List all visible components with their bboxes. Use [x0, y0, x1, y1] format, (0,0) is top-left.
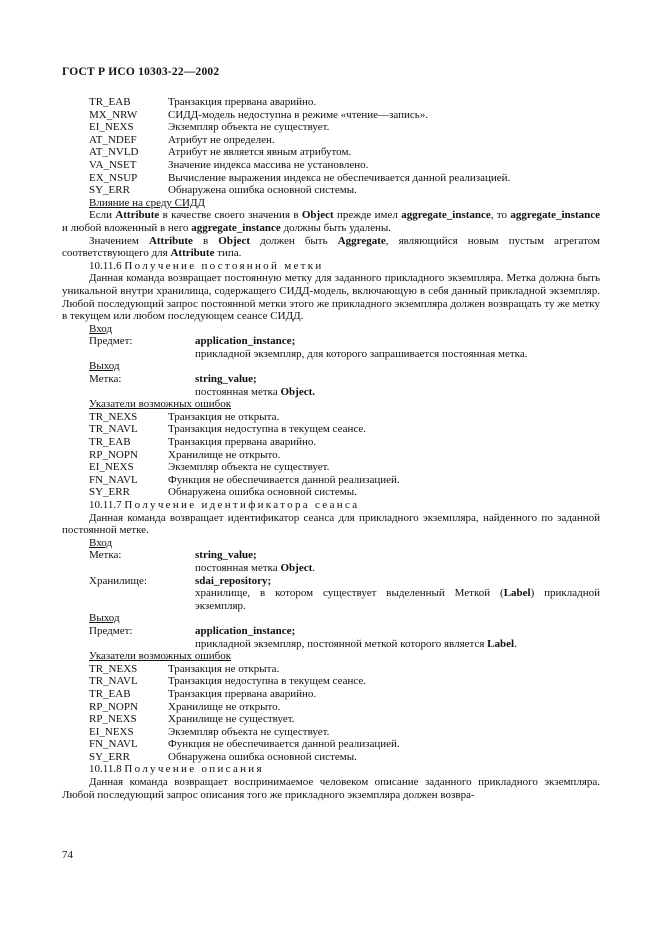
error-row — [62, 701, 600, 714]
error-row — [62, 713, 600, 726]
error-row — [62, 675, 600, 688]
error-code: RP_NOPN — [89, 700, 138, 713]
error-code: RP_NOPN — [89, 448, 138, 461]
section-body: Данная команда возвращает воспринимаемое человеком описание заданного прикладного экземпляра. Любой последующий запрос описания того же прикладного экземпляра должен возвра- — [62, 776, 600, 801]
error-row — [62, 688, 600, 701]
section-number: 10.11.7 — [89, 499, 122, 511]
error-code: RP_NEXS — [89, 713, 137, 726]
error-code: FN_NAVL — [89, 473, 138, 486]
error-row — [62, 159, 600, 172]
param-desc: постоянная метка Object. — [195, 385, 315, 398]
error-row — [62, 474, 600, 487]
param-type: string_value; — [195, 549, 257, 562]
error-row — [62, 751, 600, 764]
output-heading: Выход — [89, 360, 120, 373]
error-code: VA_NSET — [89, 158, 137, 171]
error-code: MX_NRW — [89, 108, 138, 121]
param-desc: хранилище, в котором существует выделенный Меткой (Label) прикладной экземпляр. — [195, 587, 600, 612]
error-desc: Атрибут не определен. — [168, 133, 275, 146]
error-desc: Обнаружена ошибка основной системы. — [168, 486, 357, 499]
section-heading-10-11-6 — [62, 260, 600, 273]
error-desc: Вычисление выражения индекса не обеспечивается данной реализацией. — [168, 171, 511, 184]
error-code: AT_NVLD — [89, 146, 139, 159]
error-row — [62, 663, 600, 676]
errors-heading: Указатели возможных ошибок — [89, 398, 232, 411]
output-heading: Выход — [89, 612, 120, 625]
error-desc: Атрибут не является явным атрибутом. — [168, 146, 352, 159]
error-list — [62, 663, 600, 764]
page-number: 74 — [62, 849, 73, 861]
error-row — [62, 146, 600, 159]
page-header: ГОСТ Р ИСО 10303-22—2002 — [62, 66, 220, 78]
param-row — [62, 625, 600, 638]
param-label: Предмет: — [89, 335, 133, 348]
error-desc: Функция не обеспечивается данной реализацией. — [168, 473, 400, 486]
param-row — [62, 549, 600, 562]
param-label: Предмет: — [89, 624, 133, 637]
param-row — [62, 335, 600, 348]
error-code: TR_EAB — [89, 96, 131, 108]
param-label: Хранилище: — [89, 574, 147, 587]
section-body: Данная команда возвращает идентификатор сеанса для прикладного экземпляра, найденного по заданной постоянной метке. — [62, 511, 600, 537]
errors-heading: Указатели возможных ошибок — [89, 650, 232, 663]
section-number: 10.11.8 — [89, 763, 122, 776]
error-desc: Транзакция недоступна в текущем сеансе. — [168, 423, 367, 436]
error-code: EI_NEXS — [89, 461, 134, 474]
error-row — [62, 423, 600, 436]
influence-paragraph-2: Значением Attribute в Object должен быть Aggregate, являющийся новым пустым агрегатом соответствующего для Attribute типа. — [62, 234, 600, 260]
error-code: SY_ERR — [89, 486, 130, 499]
error-desc: Транзакция прервана аварийно. — [168, 436, 317, 449]
error-desc: Транзакция не открыта. — [168, 410, 280, 423]
error-row — [62, 172, 600, 185]
input-heading: Вход — [89, 536, 113, 549]
influence-heading: Влияние на среду СИДД — [89, 196, 205, 209]
error-row — [62, 109, 600, 122]
input-heading: Вход — [89, 322, 113, 335]
param-type: application_instance; — [195, 335, 296, 348]
error-desc: СИДД-модель недоступна в режиме «чтение—запись». — [168, 108, 429, 121]
error-desc: Транзакция прервана аварийно. — [168, 687, 317, 700]
error-code: EI_NEXS — [89, 121, 134, 134]
error-row — [62, 134, 600, 147]
param-type: sdai_repository; — [195, 574, 272, 587]
error-row — [62, 436, 600, 449]
error-code: TR_NEXS — [89, 410, 138, 423]
section-body: Данная команда возвращает постоянную метку для заданного прикладного экземпляра. Метка должна быть уникальной внутри хранилища, содержащего СИДД-модель, включающую в себя данный прикладной экземпляр. Любой последующий запрос постоянной метки этого же прикладного экземпляра должен возвращать ту же метку в текущем или любом последующем сеансе СИДД. — [62, 272, 600, 323]
error-list — [62, 411, 600, 499]
error-row — [62, 738, 600, 751]
error-code: EI_NEXS — [89, 725, 134, 738]
error-desc: Обнаружена ошибка основной системы. — [168, 750, 357, 763]
error-code: FN_NAVL — [89, 738, 138, 751]
error-code: EX_NSUP — [89, 171, 138, 184]
param-label: Метка: — [89, 549, 122, 562]
error-row — [62, 96, 600, 109]
error-desc: Значение индекса массива не установлено. — [168, 158, 369, 171]
error-desc: Экземпляр объекта не существует. — [168, 121, 330, 134]
error-desc: Транзакция прервана аварийно. — [168, 96, 317, 108]
error-desc: Транзакция не открыта. — [168, 662, 280, 675]
error-code: TR_NAVL — [89, 675, 138, 688]
error-row — [62, 121, 600, 134]
error-row — [62, 184, 600, 197]
error-code: SY_ERR — [89, 750, 130, 763]
param-desc: постоянная метка Object. — [195, 561, 315, 574]
error-code: AT_NDEF — [89, 133, 137, 146]
error-list-top — [62, 96, 600, 197]
section-title: Получение идентификатора сеанса — [124, 499, 360, 511]
param-row — [62, 575, 600, 588]
section-heading-10-11-7 — [62, 499, 600, 512]
section-title: Получение описания — [124, 763, 264, 776]
error-desc: Хранилище не существует. — [168, 713, 295, 726]
param-row — [62, 373, 600, 386]
param-type: application_instance; — [195, 624, 296, 637]
param-desc: прикладной экземпляр, для которого запрашивается постоянная метка. — [195, 347, 528, 360]
error-desc: Обнаружена ошибка основной системы. — [168, 184, 357, 197]
error-desc: Экземпляр объекта не существует. — [168, 461, 330, 474]
error-desc: Хранилище не открыто. — [168, 700, 281, 713]
error-desc: Хранилище не открыто. — [168, 448, 281, 461]
section-title: Получение постоянной метки — [124, 259, 324, 272]
error-code: SY_ERR — [89, 184, 130, 197]
error-row — [62, 449, 600, 462]
error-row — [62, 486, 600, 499]
error-row — [62, 411, 600, 424]
param-desc: прикладной экземпляр, постоянной меткой которого является Label. — [195, 637, 517, 650]
param-type: string_value; — [195, 373, 257, 386]
error-desc: Функция не обеспечивается данной реализацией. — [168, 738, 400, 751]
error-code: TR_NEXS — [89, 662, 138, 675]
error-desc: Транзакция недоступна в текущем сеансе. — [168, 675, 367, 688]
error-code: TR_EAB — [89, 436, 131, 449]
section-heading-10-11-8 — [62, 763, 600, 776]
section-number: 10.11.6 — [89, 259, 122, 272]
param-label: Метка: — [89, 373, 122, 386]
error-code: TR_NAVL — [89, 423, 138, 436]
error-row — [62, 461, 600, 474]
influence-paragraph-1: Если Attribute в качестве своего значения в Object прежде имел aggregate_instance, то aggregate_instance и любой вложенный в него aggregate_instance должны быть удалены. — [62, 209, 601, 234]
error-code: TR_EAB — [89, 687, 131, 700]
error-row — [62, 726, 600, 739]
page-content — [62, 96, 600, 801]
error-desc: Экземпляр объекта не существует. — [168, 725, 330, 738]
